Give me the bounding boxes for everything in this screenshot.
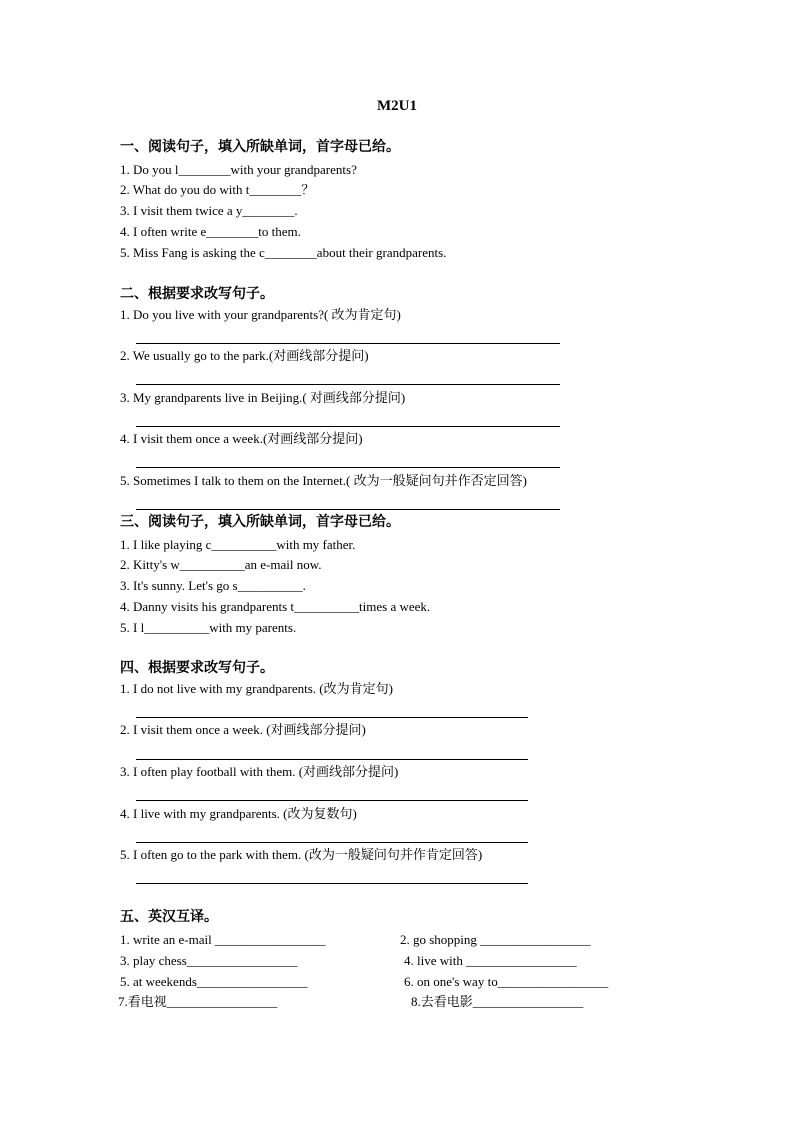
section-3-item-3: 3. It's sunny. Let's go s__________. [120, 578, 306, 593]
answer-line [136, 759, 528, 760]
section-1-item-2: 2. What do you do with t________？ [120, 182, 315, 197]
answer-line [136, 717, 528, 718]
translation-item-6: 6. on one's way to_________________ [404, 974, 609, 989]
answer-line [136, 509, 560, 510]
section-2-item-2: 2. We usually go to the park.(对画线部分提问) [120, 348, 369, 363]
section-2-heading: 二、根据要求改写句子。 [120, 287, 274, 302]
section-3-item-5: 5. I l__________with my parents. [120, 620, 297, 635]
section-1-item-3: 3. I visit them twice a y________. [120, 203, 298, 218]
answer-line [136, 800, 528, 801]
answer-line [136, 883, 528, 884]
section-2-item-5: 5. Sometimes I talk to them on the Internet.( 改为一般疑问句并作否定回答) [120, 473, 527, 488]
answer-line [136, 384, 560, 385]
section-4-item-5: 5. I often go to the park with them. (改为一般疑问句并作肯定回答) [120, 847, 483, 862]
answer-line [136, 467, 560, 468]
answer-line [136, 343, 560, 344]
translation-item-4: 4. live with _________________ [404, 953, 577, 968]
translation-item-7: 7.看电视_________________ [118, 994, 278, 1009]
section-4-item-4: 4. I live with my grandparents. (改为复数句) [120, 806, 357, 821]
section-1-heading: 一、阅读句子，填入所缺单词，首字母已给。 [120, 140, 400, 155]
section-4-item-3: 3. I often play football with them. (对画线部分提问) [120, 764, 399, 779]
answer-line [136, 426, 560, 427]
section-3-item-4: 4. Danny visits his grandparents t__________times a week. [120, 599, 431, 614]
answer-line [136, 842, 528, 843]
translation-item-5: 5. at weekends_________________ [120, 974, 308, 989]
section-3-item-2: 2. Kitty's w__________an e-mail now. [120, 557, 322, 572]
section-1-item-4: 4. I often write e________to them. [120, 224, 301, 239]
section-5-heading: 五、英汉互译。 [120, 910, 218, 925]
section-2-item-3: 3. My grandparents live in Beijing.( 对画线部分提问) [120, 390, 406, 405]
translation-item-8: 8.去看电影_________________ [411, 994, 584, 1009]
section-1-item-1: 1. Do you l________with your grandparents? [120, 162, 357, 177]
section-3-item-1: 1. I like playing c__________with my father. [120, 537, 356, 552]
section-4-item-1: 1. I do not live with my grandparents. (改为肯定句) [120, 681, 393, 696]
section-4-item-2: 2. I visit them once a week. (对画线部分提问) [120, 722, 366, 737]
section-4-heading: 四、根据要求改写句子。 [120, 661, 274, 676]
translation-item-1: 1. write an e-mail _________________ [120, 932, 326, 947]
translation-item-2: 2. go shopping _________________ [400, 932, 591, 947]
section-2-item-4: 4. I visit them once a week.(对画线部分提问) [120, 431, 363, 446]
section-1-item-5: 5. Miss Fang is asking the c________about their grandparents. [120, 245, 447, 260]
section-2-item-1: 1. Do you live with your grandparents?( 改为肯定句) [120, 307, 401, 322]
section-3-heading: 三、阅读句子，填入所缺单词，首字母已给。 [120, 515, 400, 530]
page-title: M2U1 [377, 98, 417, 114]
translation-item-3: 3. play chess_________________ [120, 953, 298, 968]
